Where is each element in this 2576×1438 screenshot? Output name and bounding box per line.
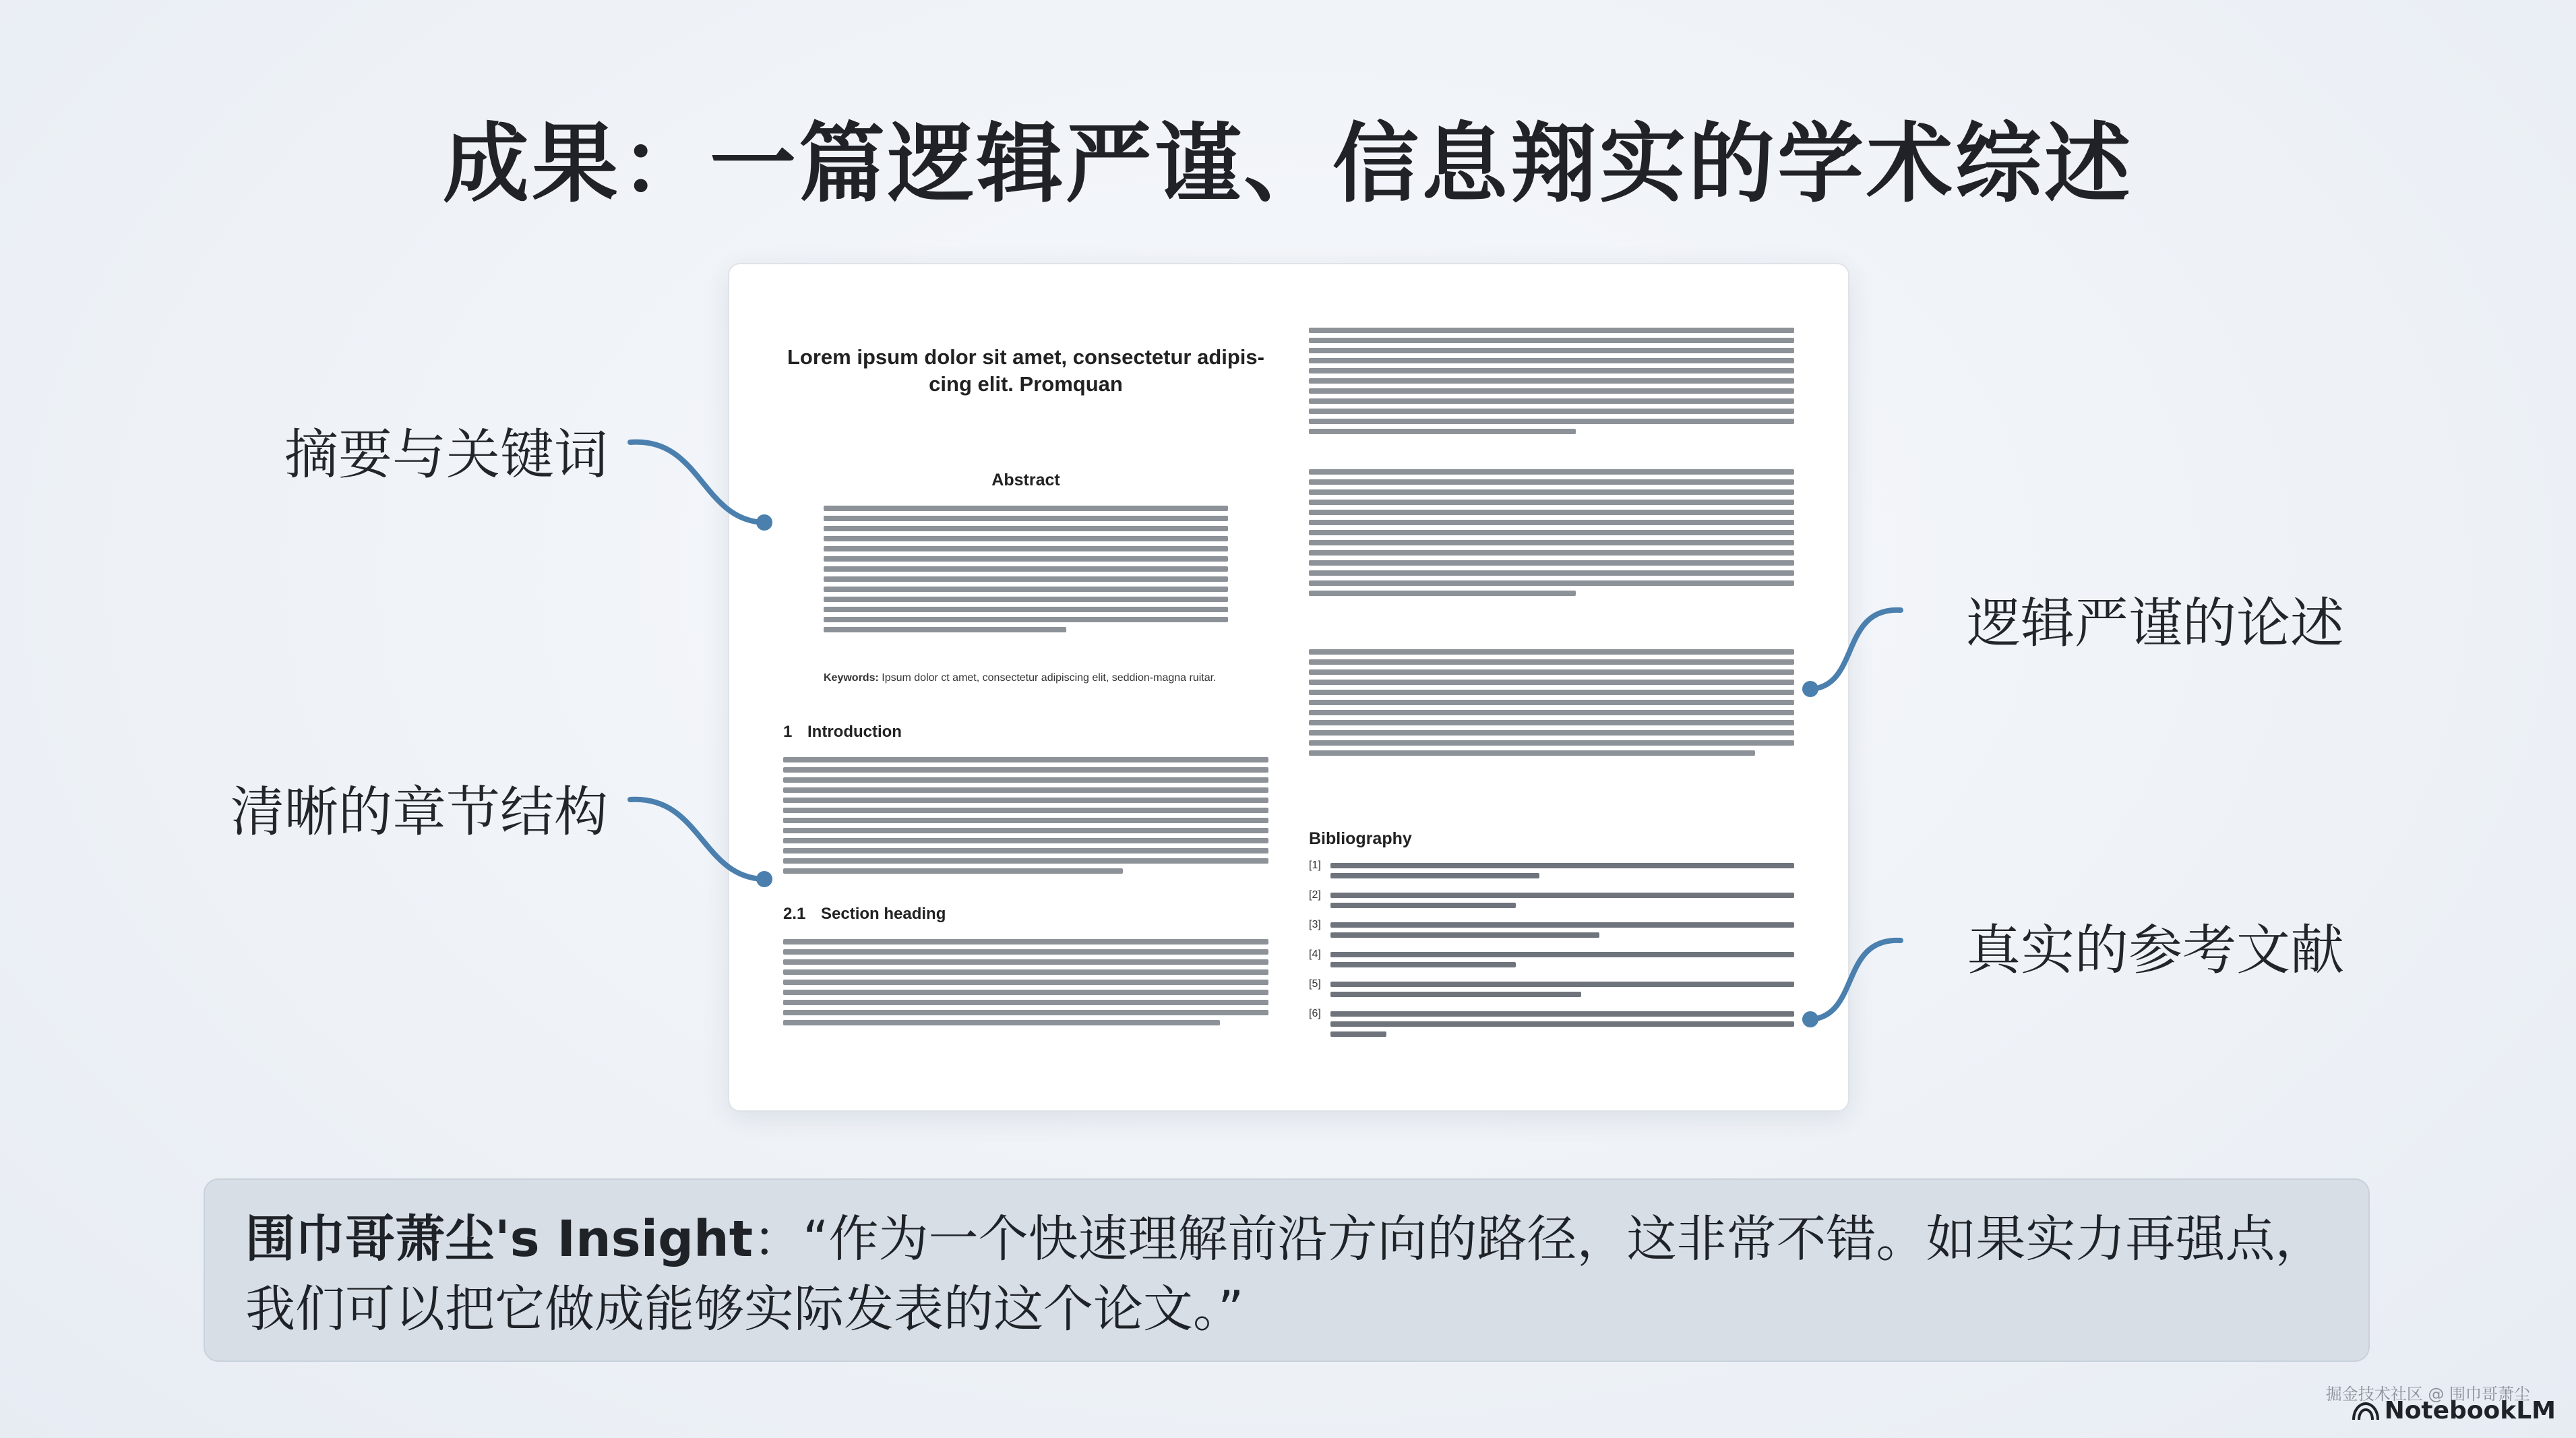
section-title: Introduction <box>807 723 902 741</box>
keywords-label: Keywords: <box>824 672 879 684</box>
bib-number: [2] <box>1309 889 1321 901</box>
insight-quote: ：“作为一个快速理解前沿方向的路径，这非常不错。如果实力再强点，我们可以把它做成能够实际发表的这个论文。” <box>245 1210 2325 1338</box>
bib-number: [3] <box>1309 919 1321 930</box>
connector-abstract <box>630 442 763 522</box>
section-number: 2.1 <box>783 905 806 923</box>
insight-box <box>204 1178 2370 1362</box>
bib-number: [4] <box>1309 949 1321 960</box>
insight-speaker: 围巾哥萧尘's Insight <box>245 1210 754 1268</box>
connector-sections <box>630 800 763 879</box>
connector-dot <box>756 514 772 531</box>
callout-abstract-keywords: 摘要与关键词 <box>284 423 608 486</box>
connector-dot <box>1802 1011 1818 1027</box>
notebooklm-logo-icon <box>2352 1401 2379 1421</box>
callout-real-references: 真实的参考文献 <box>1967 919 2344 982</box>
callout-rigorous-argument: 逻辑严谨的论述 <box>1967 592 2344 655</box>
abstract-heading: Abstract <box>991 471 1060 489</box>
bib-number: [1] <box>1309 860 1321 871</box>
brand-name: NotebookLM <box>2384 1397 2556 1425</box>
bib-number: [5] <box>1309 978 1321 990</box>
keywords-text: Ipsum dolor ct amet, consectetur adipiscing elit, seddion-magna ruitar. <box>882 672 1217 684</box>
section-title: Section heading <box>821 905 946 923</box>
notebooklm-brand <box>2352 1397 2556 1425</box>
connector-argument <box>1812 610 1901 689</box>
connector-dot <box>756 871 772 887</box>
slide-title: 成果：一篇逻辑严谨、信息翔实的学术综述 <box>442 114 2133 214</box>
bibliography-heading: Bibliography <box>1309 829 1412 848</box>
paper-title: Lorem ipsum dolor sit amet, consectetur adipis-cing elit. Promquan <box>787 345 1264 396</box>
callout-section-structure: 清晰的章节结构 <box>231 781 608 843</box>
section-number: 1 <box>783 723 793 741</box>
connector-references <box>1812 940 1901 1019</box>
bib-number: [6] <box>1309 1008 1321 1019</box>
watermark: 掘金技术社区 @ 围巾哥萧尘 <box>2325 1385 2530 1404</box>
connector-dot <box>1802 681 1818 697</box>
